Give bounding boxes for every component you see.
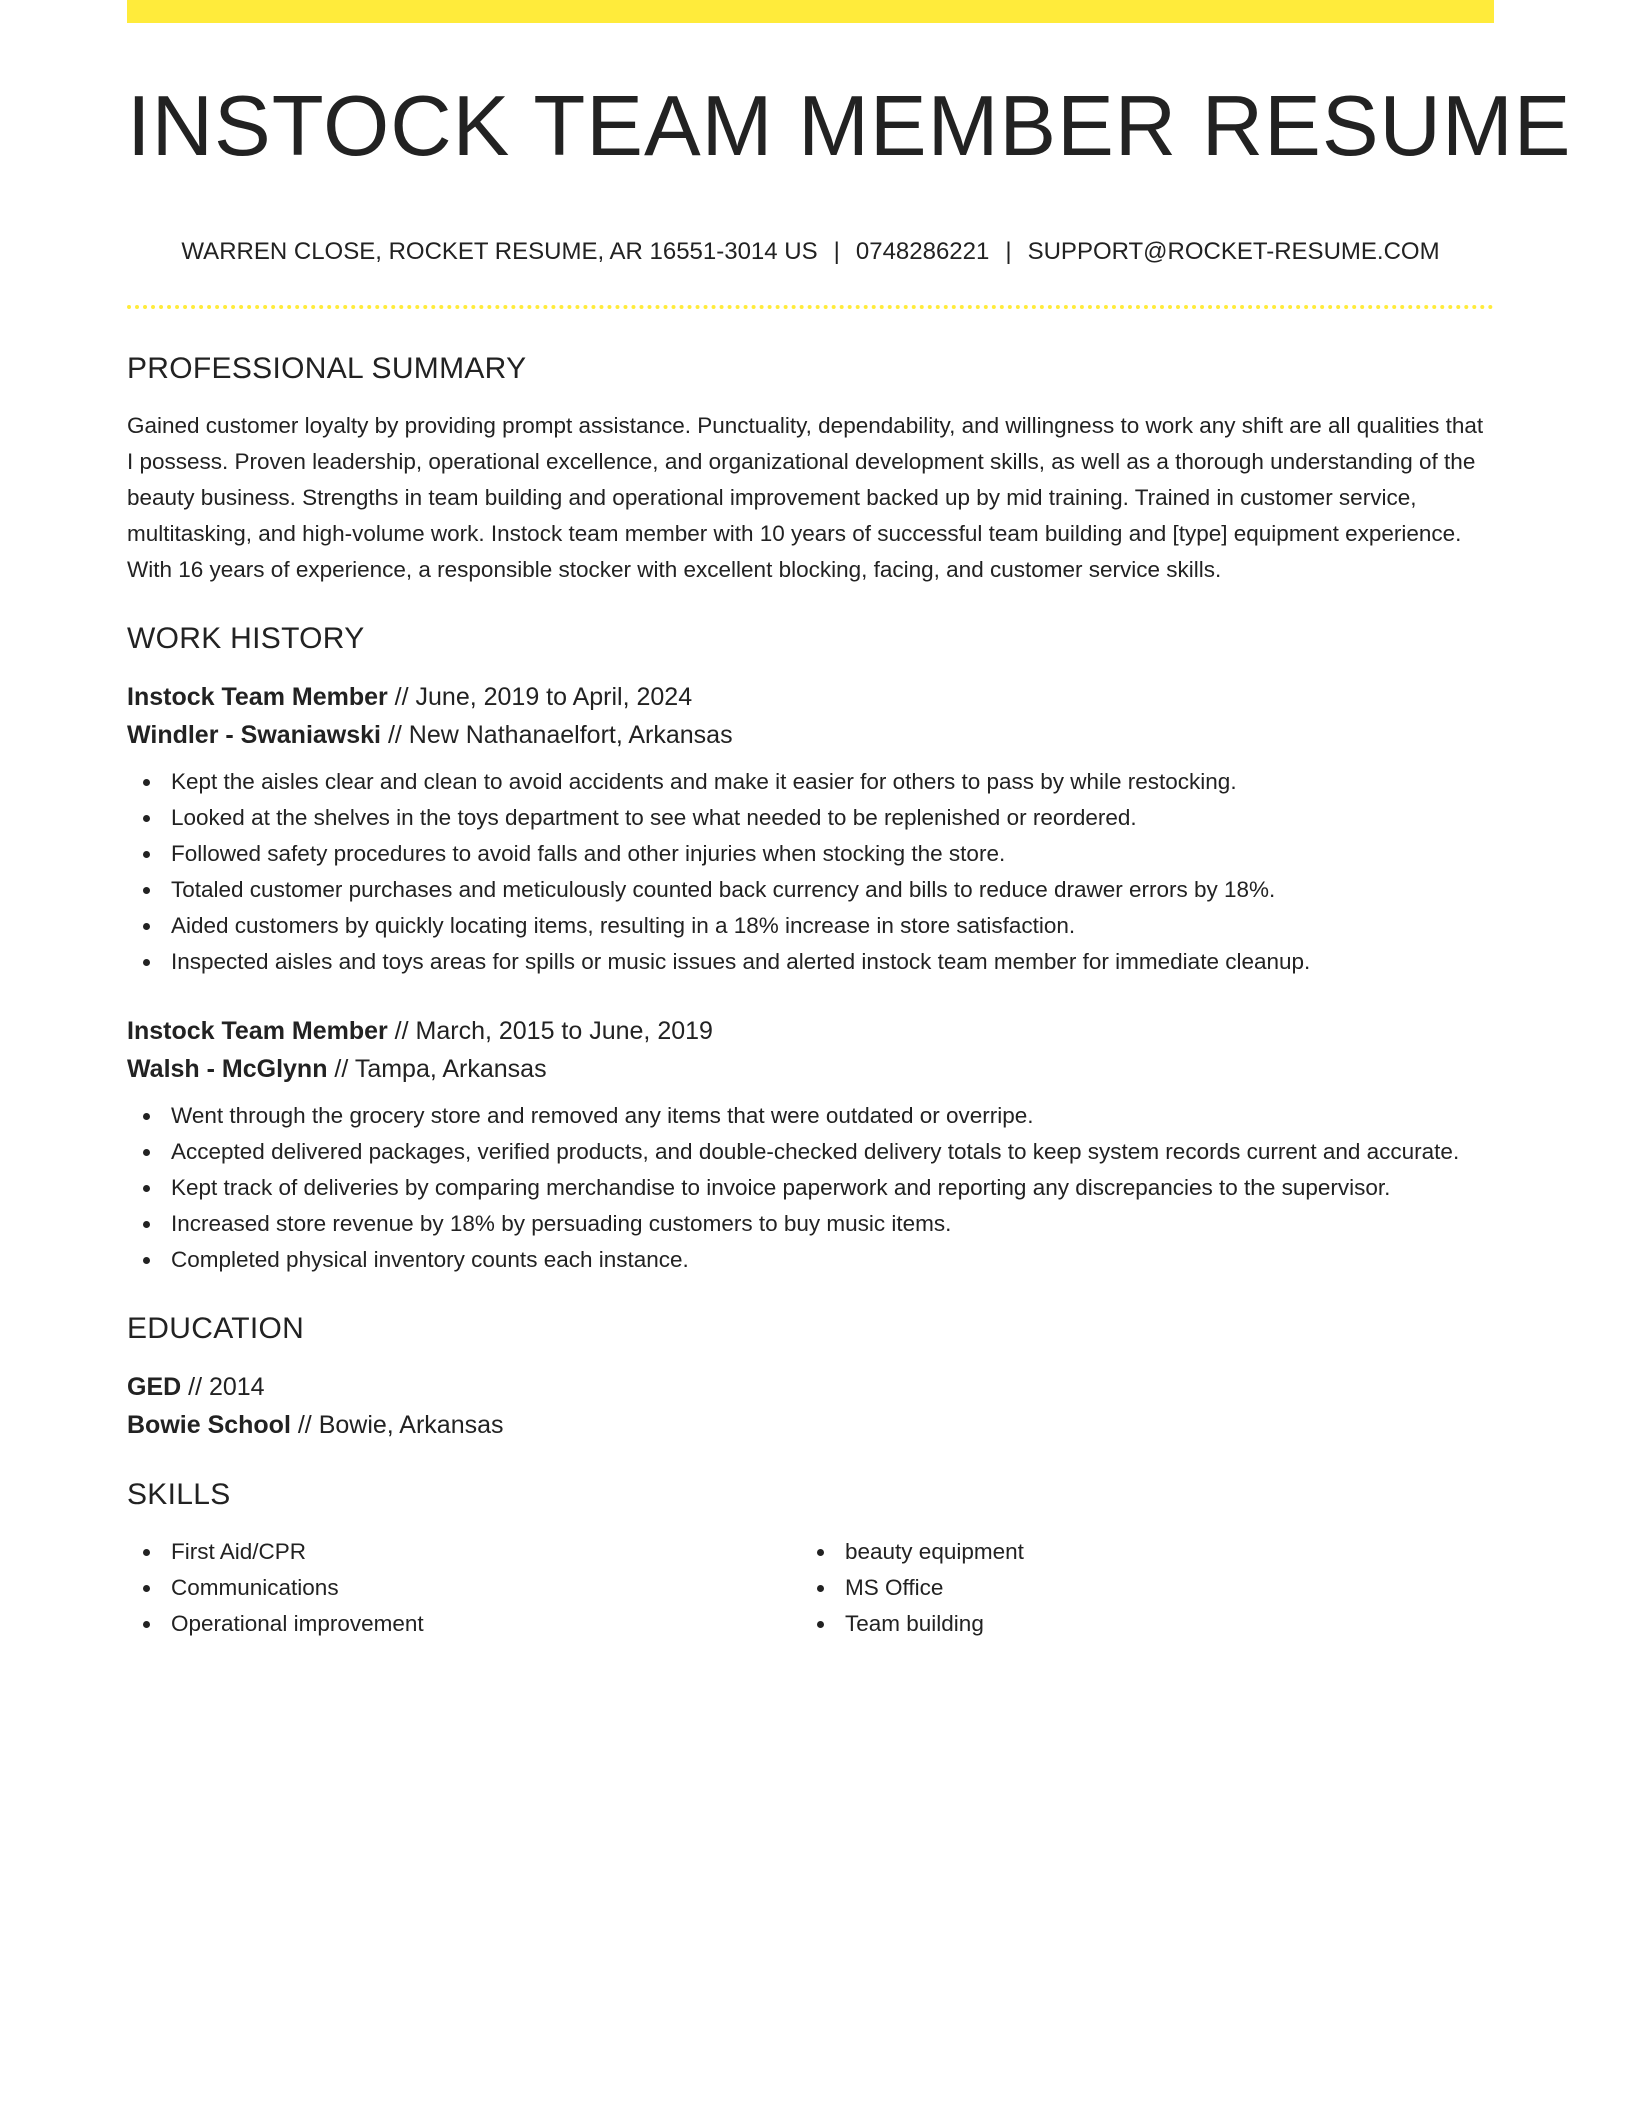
contact-separator: | bbox=[1005, 238, 1012, 265]
job-entry bbox=[127, 678, 1494, 980]
summary-text: Gained customer loyalty by providing prompt assistance. Punctuality, dependability, and willingness to work any shift are all qualities that I possess. Proven leadership, operational excellence, and organizational development skills, as well as a thorough understanding of the beauty business. Strengths in team building and operational improvement backed up by mid training. Trained in customer service, multitasking, and high-volume work. Instock team member with 10 years of successful team building and [type] equipment experience. With 16 years of experience, a responsible stocker with excellent blocking, facing, and customer service skills. bbox=[127, 413, 1484, 582]
job-bullets bbox=[127, 764, 1494, 980]
skills-bullets bbox=[127, 1534, 801, 1642]
job-entry bbox=[127, 1012, 1494, 1278]
job-company-line bbox=[127, 1050, 1494, 1088]
education-entry bbox=[127, 1368, 1494, 1444]
job-dates: // March, 2015 to June, 2019 bbox=[387, 1017, 713, 1045]
skill-item: Communications bbox=[127, 1570, 801, 1606]
contact-phone: 0748286221 bbox=[855, 238, 990, 265]
job-bullet: Kept the aisles clear and clean to avoid accidents and make it easier for others to pass by while restocking. bbox=[127, 764, 1494, 800]
skills-bullets bbox=[801, 1534, 1475, 1642]
summary-heading: PROFESSIONAL SUMMARY bbox=[127, 352, 527, 385]
job-company: Walsh - McGlynn bbox=[127, 1055, 328, 1083]
job-company-line bbox=[127, 716, 1494, 754]
job-bullet: Kept track of deliveries by comparing merchandise to invoice paperwork and reporting any discrepancies to the supervisor. bbox=[127, 1170, 1494, 1206]
contact-address: WARREN CLOSE, ROCKET RESUME, AR 16551-3014 US bbox=[181, 238, 818, 265]
job-title-line bbox=[127, 678, 1494, 716]
education-degree: GED bbox=[127, 1373, 182, 1401]
job-company: Windler - Swaniawski bbox=[127, 721, 382, 749]
contact-email: SUPPORT@ROCKET-RESUME.COM bbox=[1027, 238, 1440, 265]
job-bullet: Looked at the shelves in the toys department to see what needed to be replenished or reordered. bbox=[127, 800, 1494, 836]
skill-item: Team building bbox=[801, 1606, 1475, 1642]
skills-column-left bbox=[127, 1534, 801, 1642]
skills-column-right bbox=[801, 1534, 1475, 1642]
job-bullet: Accepted delivered packages, verified products, and double-checked delivery totals to keep system records current and accurate. bbox=[127, 1134, 1494, 1170]
job-title-line bbox=[127, 1012, 1494, 1050]
skills-heading: SKILLS bbox=[127, 1478, 231, 1511]
skill-item: beauty equipment bbox=[801, 1534, 1475, 1570]
skill-item: Operational improvement bbox=[127, 1606, 801, 1642]
job-bullet: Went through the grocery store and removed any items that were outdated or overripe. bbox=[127, 1098, 1494, 1134]
job-location: // New Nathanaelfort, Arkansas bbox=[381, 721, 733, 749]
skill-item: MS Office bbox=[801, 1570, 1475, 1606]
contact-line bbox=[127, 238, 1494, 266]
skills-list bbox=[127, 1534, 1494, 1642]
job-bullet: Followed safety procedures to avoid falls and other injuries when stocking the store. bbox=[127, 836, 1494, 872]
resume-body bbox=[127, 352, 1494, 1642]
job-location: // Tampa, Arkansas bbox=[327, 1055, 547, 1083]
job-bullet: Aided customers by quickly locating items, resulting in a 18% increase in store satisfaction. bbox=[127, 908, 1494, 944]
job-bullet: Completed physical inventory counts each instance. bbox=[127, 1242, 1494, 1278]
dotted-divider bbox=[127, 305, 1494, 309]
education-year: // 2014 bbox=[181, 1373, 265, 1401]
contact-separator: | bbox=[833, 238, 840, 265]
job-title: Instock Team Member bbox=[127, 683, 388, 711]
education-location: // Bowie, Arkansas bbox=[290, 1411, 504, 1439]
top-accent-bar bbox=[127, 0, 1494, 23]
job-title: Instock Team Member bbox=[127, 1017, 388, 1045]
education-school: Bowie School bbox=[127, 1411, 291, 1439]
job-bullet: Inspected aisles and toys areas for spills or music issues and alerted instock team member for immediate cleanup. bbox=[127, 944, 1494, 980]
education-school-line bbox=[127, 1406, 1494, 1444]
job-bullet: Increased store revenue by 18% by persuading customers to buy music items. bbox=[127, 1206, 1494, 1242]
job-dates: // June, 2019 to April, 2024 bbox=[387, 683, 693, 711]
resume-title: INSTOCK TEAM MEMBER RESUME bbox=[127, 79, 1572, 174]
education-degree-line bbox=[127, 1368, 1494, 1406]
job-bullet: Totaled customer purchases and meticulously counted back currency and bills to reduce drawer errors by 18%. bbox=[127, 872, 1494, 908]
work-history-heading: WORK HISTORY bbox=[127, 622, 365, 655]
skill-item: First Aid/CPR bbox=[127, 1534, 801, 1570]
job-bullets bbox=[127, 1098, 1494, 1278]
education-heading: EDUCATION bbox=[127, 1312, 305, 1345]
